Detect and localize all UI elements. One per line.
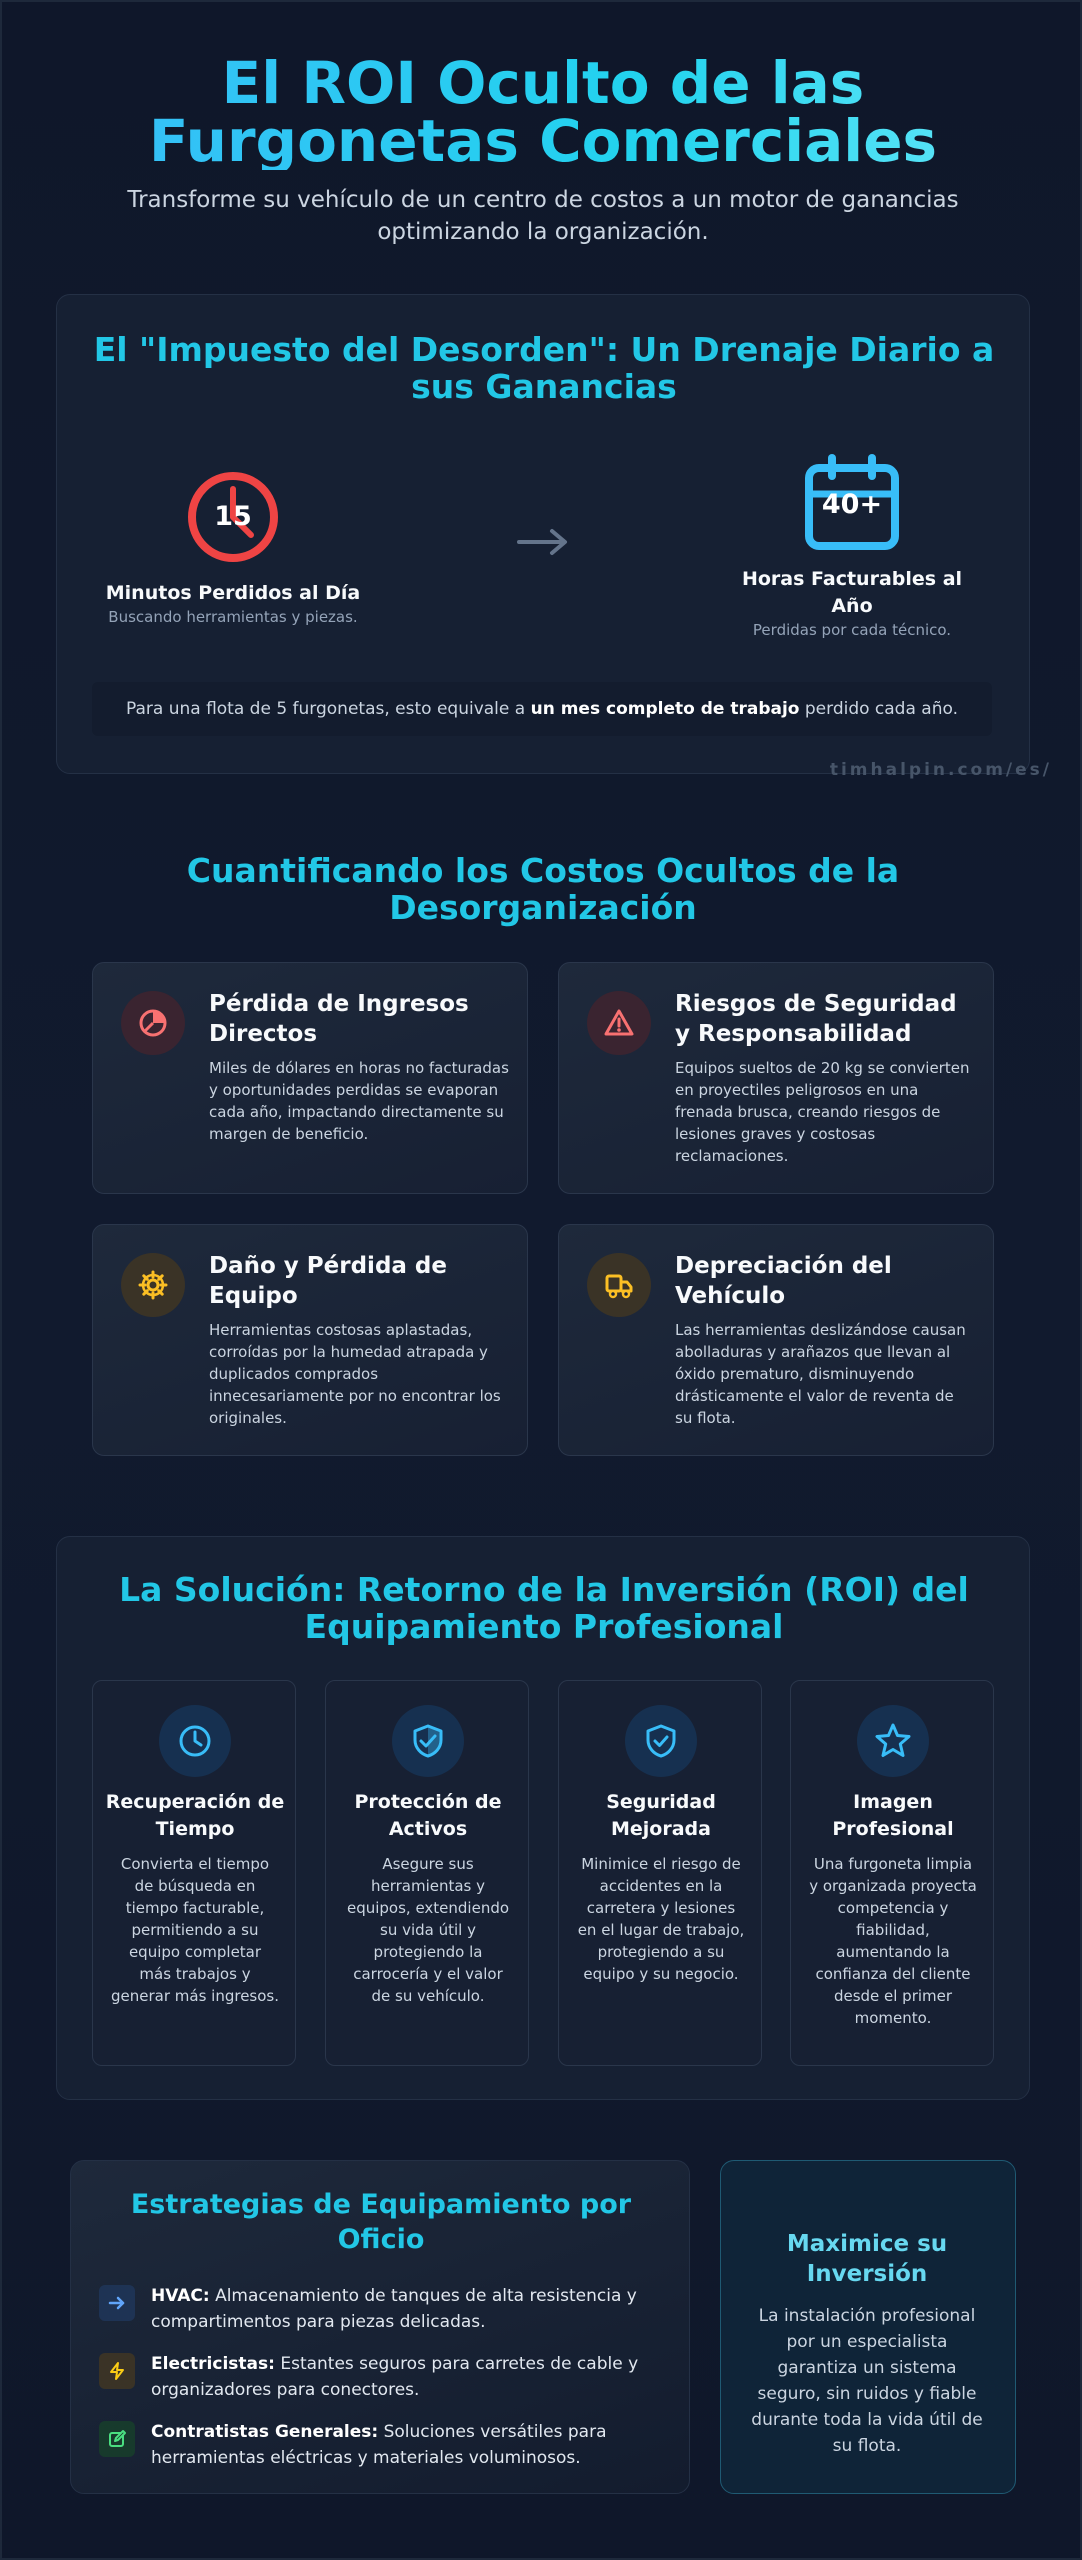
hero-title: El ROI Oculto de las Furgonetas Comerciales — [42, 54, 1044, 170]
roi-card-assets-body: Asegure sus herramientas y equipos, extendiendo su vida útil y protegiendo la carrocería y el valor de su vehículo. — [346, 1855, 510, 2005]
roi-card-safety-body: Minimice el riesgo de accidentes en la carretera y lesiones en el lugar de trabajo, protegiendo a su equipo y su negocio. — [577, 1855, 745, 1983]
shield-check-icon — [625, 1705, 697, 1777]
disorder-tax-title: El "Impuesto del Desorden": Un Drenaje Diario a sus Ganancias — [93, 330, 995, 406]
roi-card-image — [790, 1680, 994, 2066]
fleet-note-pre: Para una flota de 5 furgonetas, esto equivale a — [125, 699, 531, 719]
minutes-lost-value: 15 — [214, 501, 252, 532]
fleet-note-post: perdido cada año. — [799, 699, 958, 719]
roi-card-safety-title: Seguridad Mejorada — [606, 1791, 716, 1840]
strategy-text-hvac — [151, 2283, 671, 2335]
strategy-item-electricians — [99, 2353, 699, 2409]
arrow-right-icon — [516, 526, 570, 558]
pie-chart-icon — [121, 991, 185, 1055]
strategies-title: Estrategias de Equipamiento por Oficio — [130, 2189, 632, 2255]
minutes-lost-sub: Buscando herramientas y piezas. — [108, 608, 358, 626]
arrow-right-icon — [99, 2285, 135, 2321]
roi-card-time-title: Recuperación de Tiempo — [105, 1791, 285, 1840]
cost-card-equipment — [92, 1224, 528, 1456]
strategy-text-contractors — [151, 2419, 671, 2471]
shield-icon — [392, 1705, 464, 1777]
clock-icon — [159, 1705, 231, 1777]
strategy-text-electricians — [151, 2351, 671, 2403]
star-icon — [857, 1705, 929, 1777]
fleet-note — [92, 682, 992, 736]
gear-icon — [121, 1253, 185, 1317]
cost-card-revenue-title: Pérdida de Ingresos Directos — [209, 991, 469, 1047]
strategy-electricians-desc: Estantes seguros para carretes de cable y organizadores para conectores. — [151, 2354, 639, 2400]
cost-card-equipment-body: Herramientas costosas aplastadas, corroídas por la humedad atrapada y duplicados comprados innecesariamente por no encontrar los originales. — [209, 1321, 501, 1427]
strategy-contractors-label: Contratistas Generales: — [151, 2422, 379, 2442]
billable-hours-label: Horas Facturables al Año — [741, 568, 963, 617]
minutes-lost-stat — [92, 580, 374, 627]
cost-card-revenue-body: Miles de dólares en horas no facturadas y oportunidades perdidas se evaporan cada año, impactando directamente su margen de beneficio. — [209, 1059, 509, 1143]
billable-hours-value: 40+ — [821, 489, 883, 520]
roi-card-image-title: Imagen Profesional — [832, 1791, 954, 1840]
strategies-panel — [70, 2160, 690, 2494]
strategy-electricians-label: Electricistas: — [151, 2354, 275, 2374]
watermark: timhalpin.com/es/ — [829, 760, 1052, 780]
maximize-body: La instalación profesional por un especialista garantiza un sistema seguro, sin ruidos y fiable durante toda la vida útil de su flota. — [751, 2306, 983, 2456]
strategy-item-contractors — [99, 2421, 699, 2477]
roi-card-assets-title: Protección de Activos — [354, 1791, 502, 1840]
fleet-note-bold: un mes completo de trabajo — [530, 699, 800, 719]
hidden-costs-title: Cuantificando los Costos Ocultos de la Desorganización — [186, 851, 900, 927]
maximize-panel — [720, 2160, 1016, 2494]
roi-card-assets — [325, 1680, 529, 2066]
cost-card-equipment-title: Daño y Pérdida de Equipo — [209, 1253, 447, 1309]
clock-stat-icon — [187, 471, 279, 563]
roi-title: La Solución: Retorno de la Inversión (ROI) del Equipamiento Profesional — [119, 1570, 969, 1646]
maximize-title: Maximice su Inversión — [786, 2231, 948, 2287]
strategy-item-hvac — [99, 2285, 699, 2341]
strategy-contractors-desc: Soluciones versátiles para herramientas eléctricas y materiales voluminosos. — [151, 2422, 607, 2468]
lightning-icon — [99, 2353, 135, 2389]
cost-card-depreciation — [558, 1224, 994, 1456]
warning-icon — [587, 991, 651, 1055]
roi-card-time-body: Convierta el tiempo de búsqueda en tiempo facturable, permitiendo a su equipo completar más trabajos y generar más ingresos. — [111, 1855, 280, 2005]
roi-card-safety — [558, 1680, 762, 2066]
cost-card-safety-title: Riesgos de Seguridad y Responsabilidad — [675, 991, 957, 1047]
cost-card-safety — [558, 962, 994, 1194]
billable-hours-sub: Perdidas por cada técnico. — [752, 621, 952, 639]
cost-card-depreciation-title: Depreciación del Vehículo — [675, 1253, 892, 1309]
cost-card-revenue — [92, 962, 528, 1194]
calendar-stat-icon — [804, 454, 900, 552]
cost-card-depreciation-body: Las herramientas deslizándose causan abolladuras y arañazos que llevan al óxido prematuro, disminuyendo drásticamente el valor de reventa de su flota. — [675, 1321, 966, 1427]
roi-card-image-body: Una furgoneta limpia y organizada proyecta competencia y fiabilidad, aumentando la confianza del cliente desde el primer momento. — [809, 1855, 977, 2027]
truck-icon — [587, 1253, 651, 1317]
minutes-lost-label: Minutos Perdidos al Día — [105, 582, 361, 604]
cost-card-safety-body: Equipos sueltos de 20 kg se convierten en proyectiles peligrosos en una frenada brusca, creando riesgos de lesiones graves y costosas reclamaciones. — [675, 1059, 970, 1165]
strategy-hvac-desc: Almacenamiento de tanques de alta resistencia y compartimentos para piezas delicadas. — [151, 2286, 637, 2332]
roi-card-time — [92, 1680, 296, 2066]
edit-icon — [99, 2421, 135, 2457]
hero-subtitle: Transforme su vehículo de un centro de costos a un motor de ganancias optimizando la organización. — [127, 187, 959, 245]
billable-hours-stat — [726, 566, 978, 640]
strategy-hvac-label: HVAC: — [151, 2286, 210, 2306]
